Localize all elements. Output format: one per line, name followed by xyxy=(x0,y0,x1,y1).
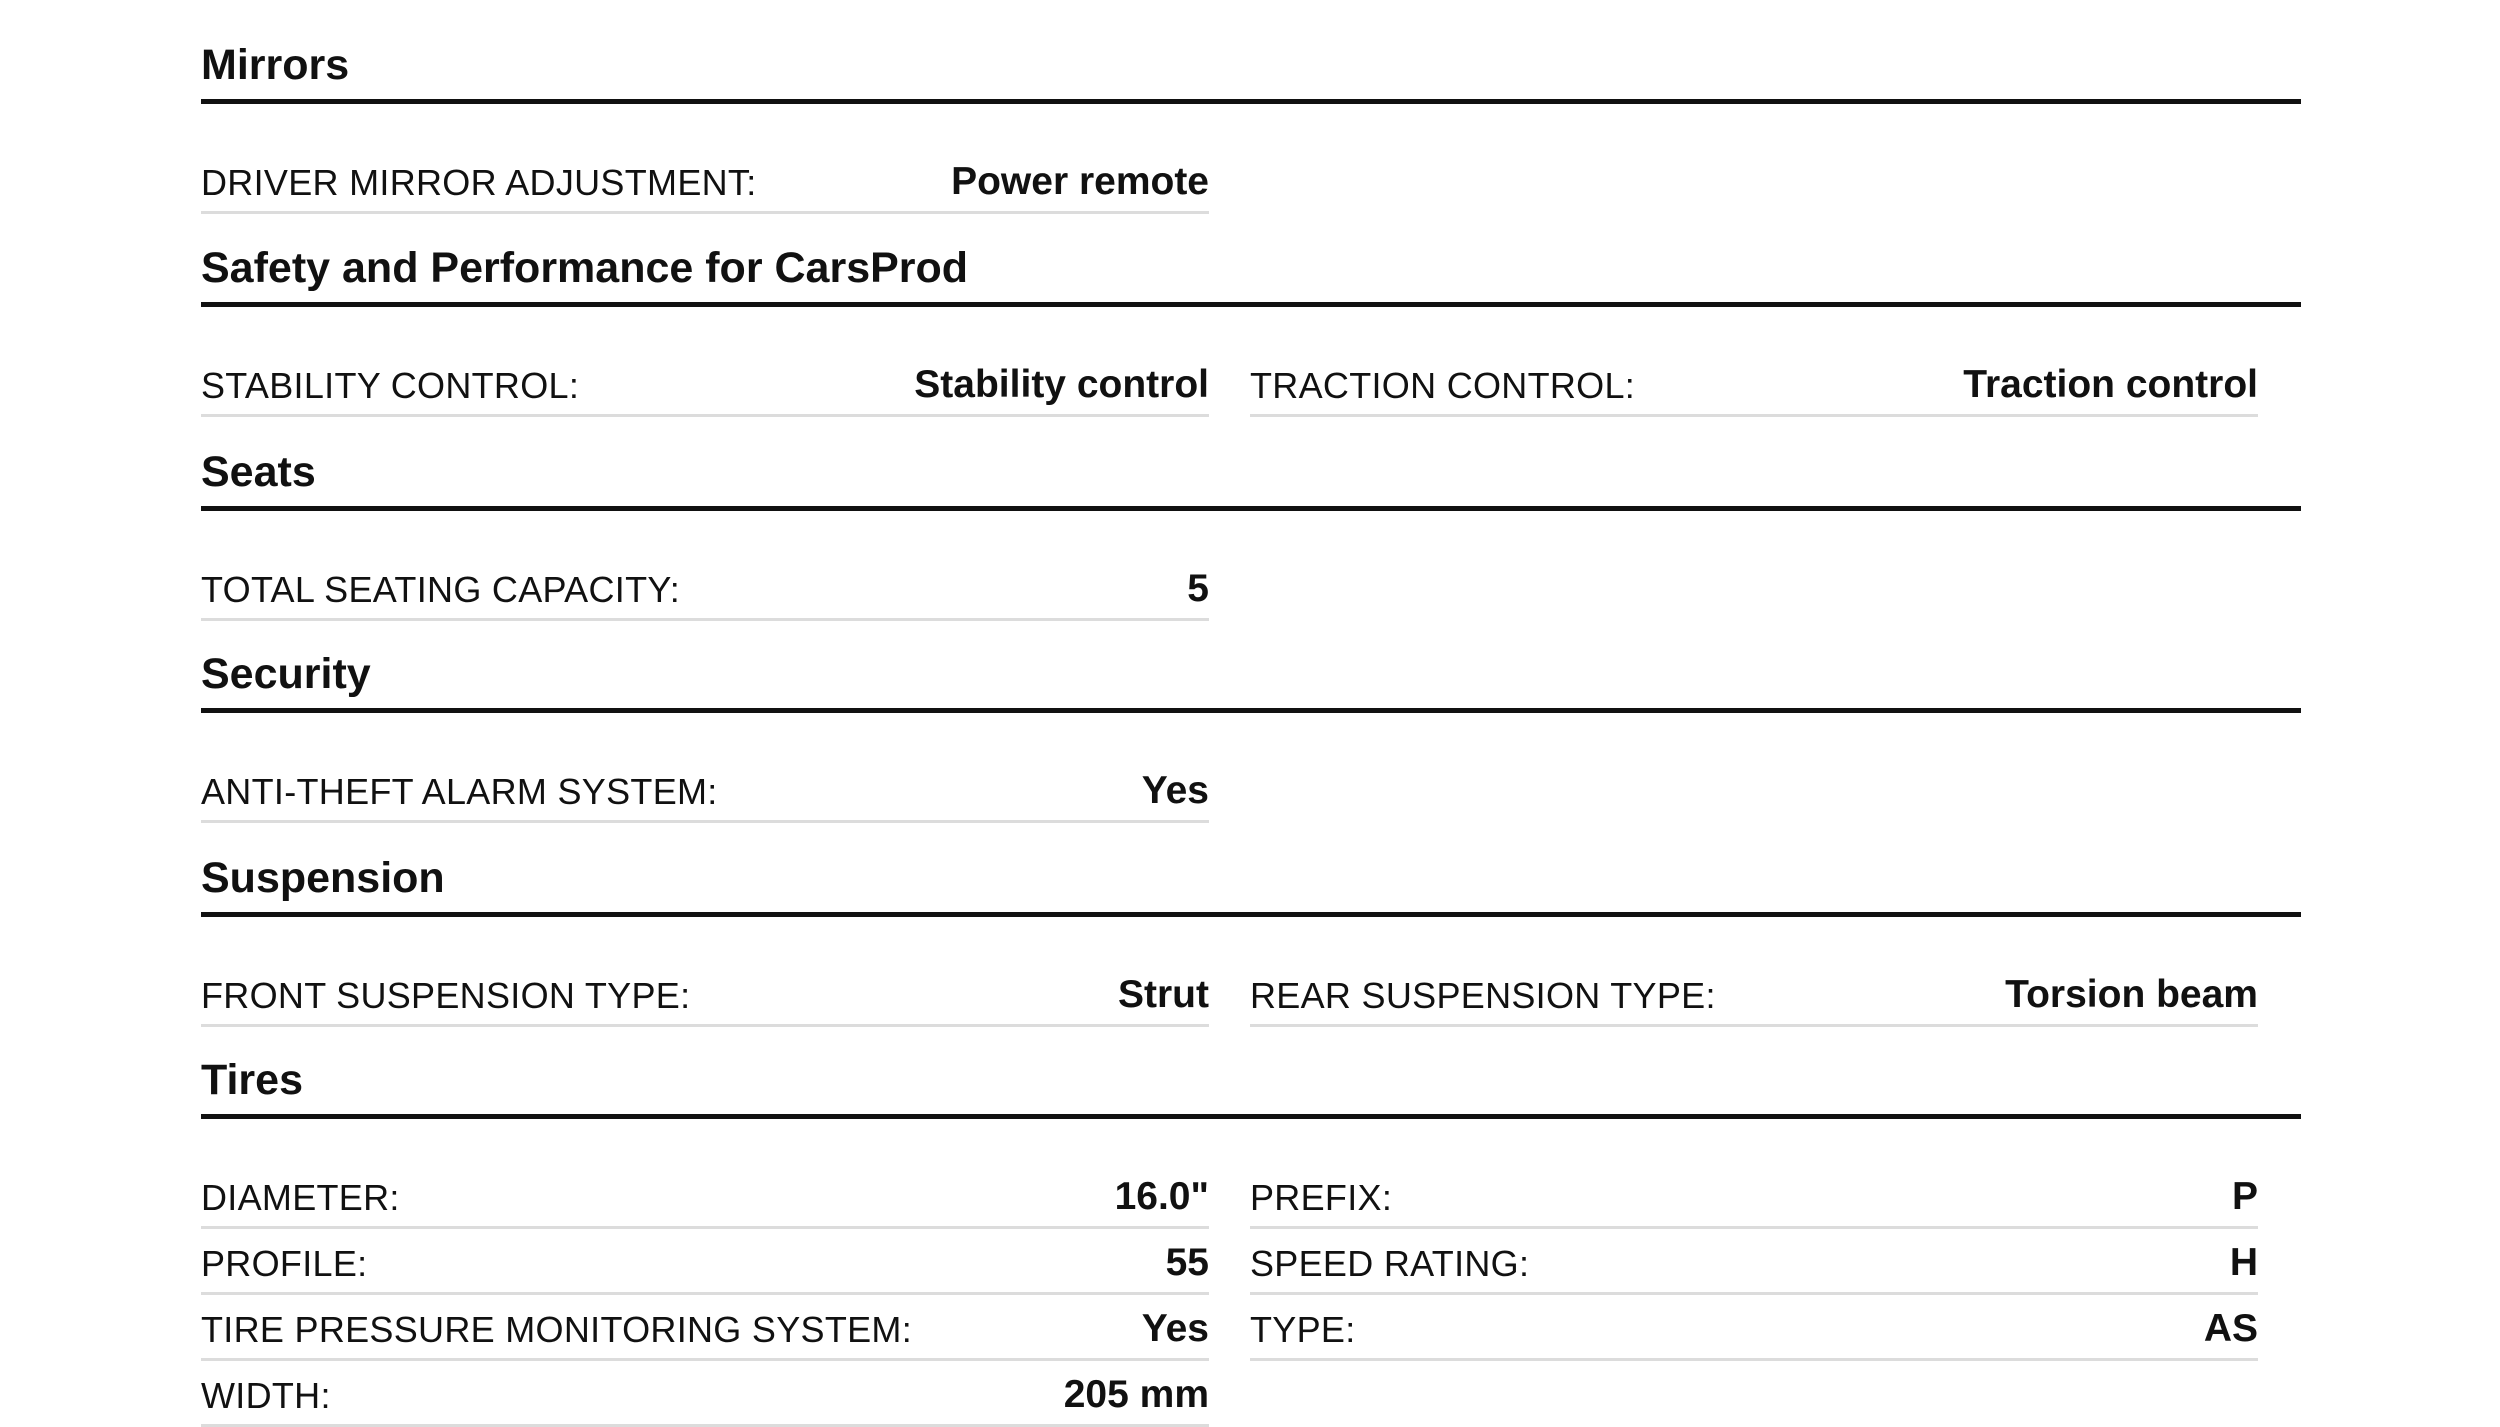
section-title: Security xyxy=(201,650,371,698)
row-divider xyxy=(201,820,1209,823)
section-divider xyxy=(201,708,2301,713)
row-divider xyxy=(1250,1024,2258,1027)
spec-row-speed-rating xyxy=(1250,1229,2258,1295)
spec-row-width xyxy=(201,1361,1209,1427)
spec-label: REAR SUSPENSION TYPE: xyxy=(1250,975,1716,1016)
spec-row-diameter xyxy=(201,1163,1209,1229)
spec-row-anti-theft-alarm xyxy=(201,757,1209,823)
spec-label: SPEED RATING: xyxy=(1250,1243,1530,1284)
spec-value: Yes xyxy=(1141,1307,1209,1350)
spec-row-prefix xyxy=(1250,1163,2258,1229)
spec-value: 16.0" xyxy=(1114,1175,1209,1218)
spec-row-type xyxy=(1250,1295,2258,1361)
spec-value: Power remote xyxy=(951,160,1209,203)
section-title: Suspension xyxy=(201,854,445,902)
spec-value: 205 mm xyxy=(1063,1373,1209,1416)
spec-value: Traction control xyxy=(1963,363,2258,406)
spec-label: TIRE PRESSURE MONITORING SYSTEM: xyxy=(201,1309,913,1350)
spec-value: 55 xyxy=(1165,1241,1209,1284)
spec-row-tire-pressure-monitoring xyxy=(201,1295,1209,1361)
spec-label: WIDTH: xyxy=(201,1375,331,1416)
row-divider xyxy=(201,211,1209,214)
spec-value: Strut xyxy=(1118,973,1209,1016)
spec-row-profile xyxy=(201,1229,1209,1295)
spec-row-driver-mirror-adjustment xyxy=(201,148,1209,214)
spec-row-rear-suspension-type xyxy=(1250,961,2258,1027)
spec-row-total-seating-capacity xyxy=(201,555,1209,621)
row-divider xyxy=(201,414,1209,417)
spec-label: PROFILE: xyxy=(201,1243,368,1284)
row-divider xyxy=(1250,1358,2258,1361)
spec-value: P xyxy=(2231,1175,2258,1218)
section-divider xyxy=(201,99,2301,104)
spec-label: PREFIX: xyxy=(1250,1177,1393,1218)
row-divider xyxy=(201,618,1209,621)
section-title: Safety and Performance for CarsProd xyxy=(201,244,969,292)
section-divider xyxy=(201,912,2301,917)
spec-value: AS xyxy=(2203,1307,2258,1350)
spec-label: ANTI-THEFT ALARM SYSTEM: xyxy=(201,771,718,812)
spec-value: H xyxy=(2229,1241,2258,1284)
spec-row-traction-control xyxy=(1250,351,2258,417)
spec-value: Stability control xyxy=(914,363,1209,406)
section-divider xyxy=(201,506,2301,511)
spec-label: TYPE: xyxy=(1250,1309,1356,1350)
section-divider xyxy=(201,1114,2301,1119)
section-divider xyxy=(201,302,2301,307)
spec-label: TRACTION CONTROL: xyxy=(1250,365,1636,406)
spec-label: STABILITY CONTROL: xyxy=(201,365,580,406)
row-divider xyxy=(1250,414,2258,417)
spec-label: FRONT SUSPENSION TYPE: xyxy=(201,975,691,1016)
row-divider xyxy=(201,1024,1209,1027)
spec-row-front-suspension-type xyxy=(201,961,1209,1027)
spec-label: DIAMETER: xyxy=(201,1177,400,1218)
spec-label: TOTAL SEATING CAPACITY: xyxy=(201,569,680,610)
spec-value: 5 xyxy=(1187,567,1209,610)
spec-value: Yes xyxy=(1141,769,1209,812)
section-title: Tires xyxy=(201,1056,303,1104)
spec-label: DRIVER MIRROR ADJUSTMENT: xyxy=(201,162,757,203)
section-title: Seats xyxy=(201,448,316,496)
section-title: Mirrors xyxy=(201,41,350,89)
spec-value: Torsion beam xyxy=(2005,973,2258,1016)
spec-row-stability-control xyxy=(201,351,1209,417)
